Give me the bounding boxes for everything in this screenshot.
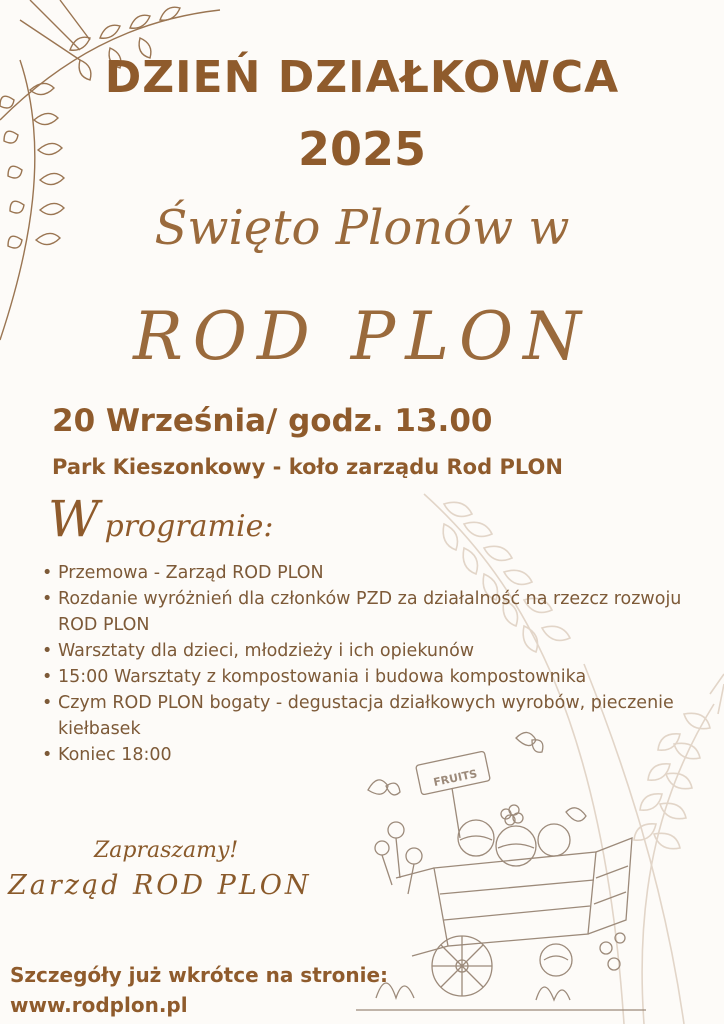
- website-link[interactable]: www.rodplon.pl: [10, 993, 188, 1017]
- program-item: • Czym ROD PLON bogaty - degustacja działkowych wyrobów, pieczenie kiełbasek: [42, 690, 682, 742]
- program-item: • Koniec 18:00: [42, 742, 682, 768]
- subtitle-script-line1: Święto Plonów w: [154, 200, 570, 256]
- program-heading-rest: programie:: [104, 509, 274, 544]
- program-item: • Przemowa - Zarząd ROD PLON: [42, 560, 682, 586]
- event-location: Park Kieszonkowy - koło zarządu Rod PLON: [52, 455, 563, 479]
- program-item: • Rozdanie wyróżnień dla członków PZD za działalność na rzezcz rozwoju ROD PLON: [42, 586, 682, 638]
- footer-details: [10, 960, 388, 1020]
- invitation-text: Zapraszamy!: [94, 838, 239, 863]
- event-year: 2025: [297, 122, 427, 176]
- program-list: [42, 560, 682, 768]
- program-item: • Warsztaty dla dzieci, młodzieży i ich opiekunów: [42, 638, 682, 664]
- fruit-cart-illustration: [356, 728, 646, 1018]
- program-heading-initial: W: [48, 490, 100, 548]
- program-heading: [48, 490, 273, 548]
- event-date-time: 20 Września/ godz. 13.00: [52, 403, 493, 439]
- program-item: • 15:00 Warsztaty z kompostowania i budowa kompostownika: [42, 664, 682, 690]
- subtitle-script-line2: ROD PLON: [133, 298, 591, 375]
- details-text: Szczegóły już wkrótce na stronie:: [10, 963, 389, 987]
- cart-sign-text: FRUITS: [432, 767, 479, 790]
- event-title: DZIEŃ DZIAŁKOWCA: [104, 52, 620, 103]
- signature-text: Zarząd ROD PLON: [8, 870, 312, 901]
